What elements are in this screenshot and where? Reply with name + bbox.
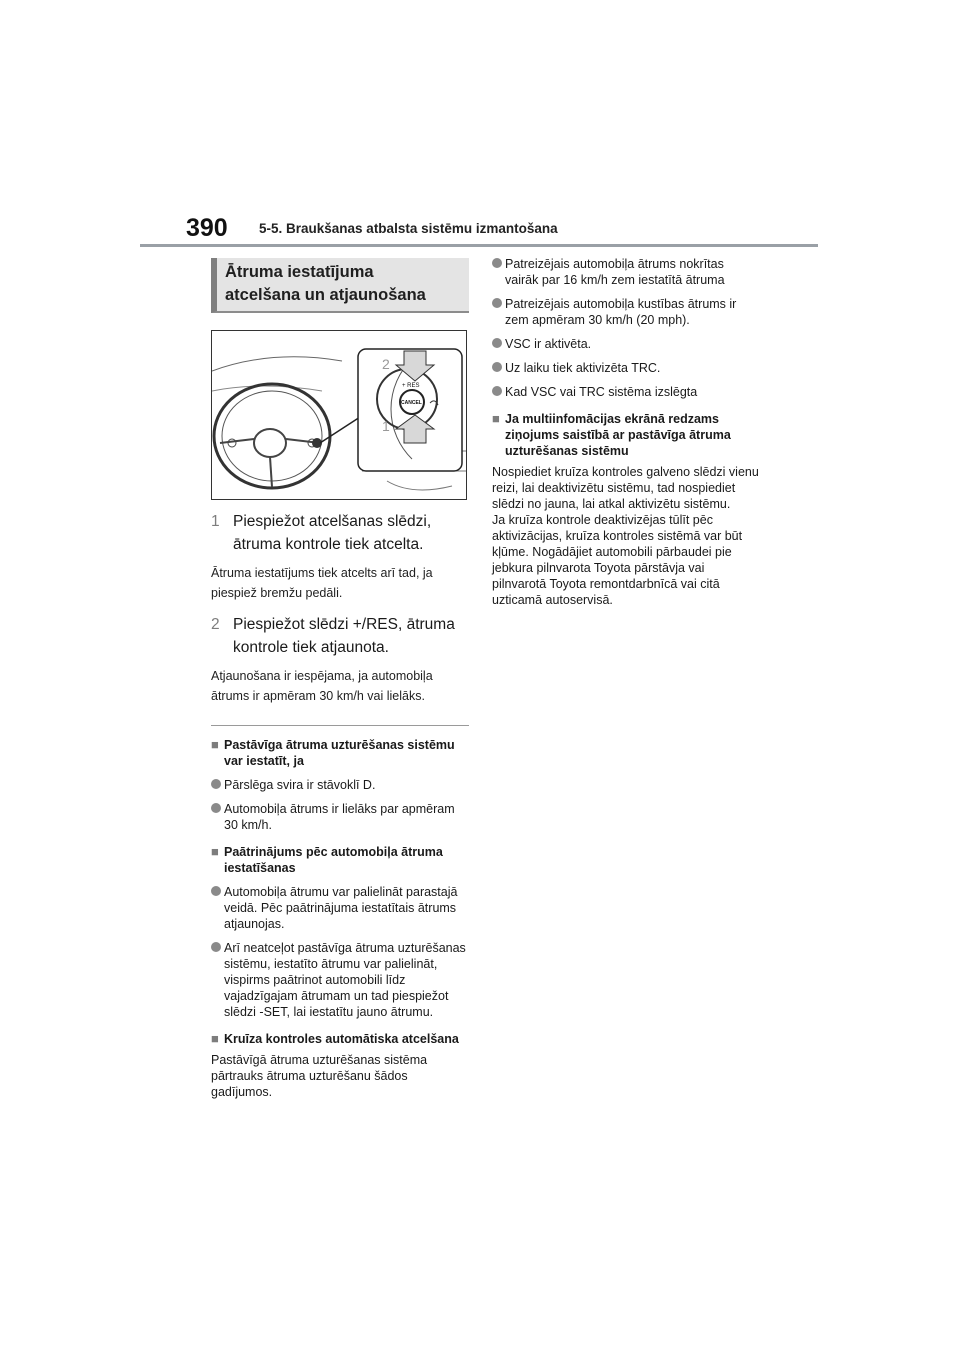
list-item — [492, 296, 760, 328]
circle-bullet-icon — [211, 777, 224, 790]
subheading-text: Ja multiinfomācijas ekrānā redzams ziņojums saistībā ar pastāvīga ātruma uzturēšanas sistēmu — [505, 412, 731, 458]
circle-bullet-icon — [211, 884, 224, 897]
list-item-text: Kad VSC vai TRC sistēma izslēgta — [505, 385, 698, 399]
paragraph: Nospiediet kruīza kontroles galveno slēdzi vienu reizi, lai deaktivizētu sistēmu, tad nospiediet slēdzi no jauna, lai atkal aktivizētu sistēmu. — [492, 465, 759, 511]
list-item — [492, 336, 760, 352]
step-2 — [211, 613, 469, 659]
circle-bullet-icon — [492, 296, 505, 309]
callout-1: 1 — [382, 418, 390, 434]
list-item — [211, 884, 469, 932]
square-bullet-icon: ■ — [211, 737, 219, 752]
step-1-number: 1 — [211, 513, 220, 530]
list-item-text: Patreizējais automobiļa ātrums nokrītas vairāk par 16 km/h zem iestatītā ātruma — [505, 257, 725, 287]
res-label: + RES — [402, 383, 420, 389]
page-number: 390 — [186, 214, 228, 242]
list-item-text: Patreizējais automobiļa kustības ātrums ir zem apmēram 30 km/h (20 mph). — [505, 297, 737, 327]
right-column — [492, 256, 760, 608]
section-heading-box — [211, 258, 469, 313]
paragraph: Ja kruīza kontrole deaktivizējas tūlīt pēc aktivizācijas, kruīza kontroles sistēmā var būt kļūme. Nogādājiet automobili pārbaudei pie jebkura pilnvarota Toyota pārstāvja vai pilnvarotā Toyota remontdarbnīcā vai citā uzticamā autoservisā. — [492, 513, 743, 607]
list-item-text: Pārslēga svira ir stāvoklī D. — [224, 778, 376, 792]
circle-bullet-icon — [492, 360, 505, 373]
subheading-text: Kruīza kontroles automātiska atcelšana — [224, 1032, 459, 1046]
list-item-text: VSC ir aktivēta. — [505, 337, 592, 351]
step-1-text: Piespiežot atcelšanas slēdzi, ātruma kontrole tiek atcelta. — [233, 513, 432, 553]
circle-bullet-icon — [211, 801, 224, 814]
circle-bullet-icon — [492, 336, 505, 349]
step-1-note: Ātruma iestatījums tiek atcelts arī tad, ja piespiež bremžu pedāli. — [211, 566, 433, 600]
circle-bullet-icon — [211, 940, 224, 953]
circle-bullet-icon — [492, 256, 505, 269]
list-item — [492, 256, 760, 288]
square-bullet-icon: ■ — [211, 1031, 219, 1046]
step-2-note: Atjaunošana ir iespējama, ja automobiļa ātrums ir apmēram 30 km/h vai lielāks. — [211, 669, 433, 703]
list-item — [492, 384, 760, 400]
subheading-text: Pastāvīga ātruma uzturēšanas sistēmu var iestatīt, ja — [224, 738, 455, 768]
list-item-text: Uz laiku tiek aktivizēta TRC. — [505, 361, 661, 375]
step-2-number: 2 — [211, 616, 220, 633]
list-item — [492, 360, 760, 376]
steering-wheel-illustration — [211, 330, 467, 500]
list-item-text: Automobiļa ātrumu var palielināt parastajā veidā. Pēc paātrinājuma iestatītais ātrums atjaunojas. — [224, 885, 458, 931]
header-divider — [140, 244, 818, 247]
square-bullet-icon: ■ — [211, 844, 219, 859]
subheading-text: Paātrinājums pēc automobiļa ātruma iestatīšanas — [224, 845, 443, 875]
list-item-text: Arī neatceļot pastāvīga ātruma uzturēšanas sistēmu, iestatīto ātrumu var palielināt, vispirms paātrinot automobili līdz vajadzīgajam ātrumam un tad piespiežot slēdzi -SET, lai iestatītu jauno ātrumu. — [224, 941, 466, 1019]
step-1 — [211, 510, 469, 556]
list-item — [211, 801, 469, 833]
subheading-acceleration — [211, 844, 469, 876]
section-heading-line2: atcelšana un atjaunošana — [225, 286, 426, 304]
list-item — [211, 777, 469, 793]
circle-bullet-icon — [492, 384, 505, 397]
callout-2: 2 — [382, 356, 390, 372]
list-item-text: Automobiļa ātrums ir lielāks par apmēram 30 km/h. — [224, 802, 455, 832]
section-heading-line1: Ātruma iestatījuma — [225, 263, 374, 281]
step-2-text: Piespiežot slēdzi +/RES, ātruma kontrole tiek atjaunota. — [233, 616, 455, 656]
steering-wheel-drawing — [212, 331, 466, 499]
left-column — [211, 258, 469, 1100]
list-item — [211, 940, 469, 1020]
subheading-auto-cancel — [211, 1031, 469, 1047]
paragraph: Pastāvīgā ātruma uzturēšanas sistēma pārtrauks ātruma uzturēšanu šādos gadījumos. — [211, 1053, 428, 1099]
page-header-title: 5-5. Braukšanas atbalsta sistēmu izmantošana — [259, 221, 558, 236]
subheading-multiinfo-message — [492, 411, 760, 459]
section-divider — [211, 725, 469, 726]
cancel-label: CANCEL — [401, 400, 422, 406]
subheading-setting-conditions — [211, 737, 469, 769]
square-bullet-icon: ■ — [492, 411, 500, 426]
